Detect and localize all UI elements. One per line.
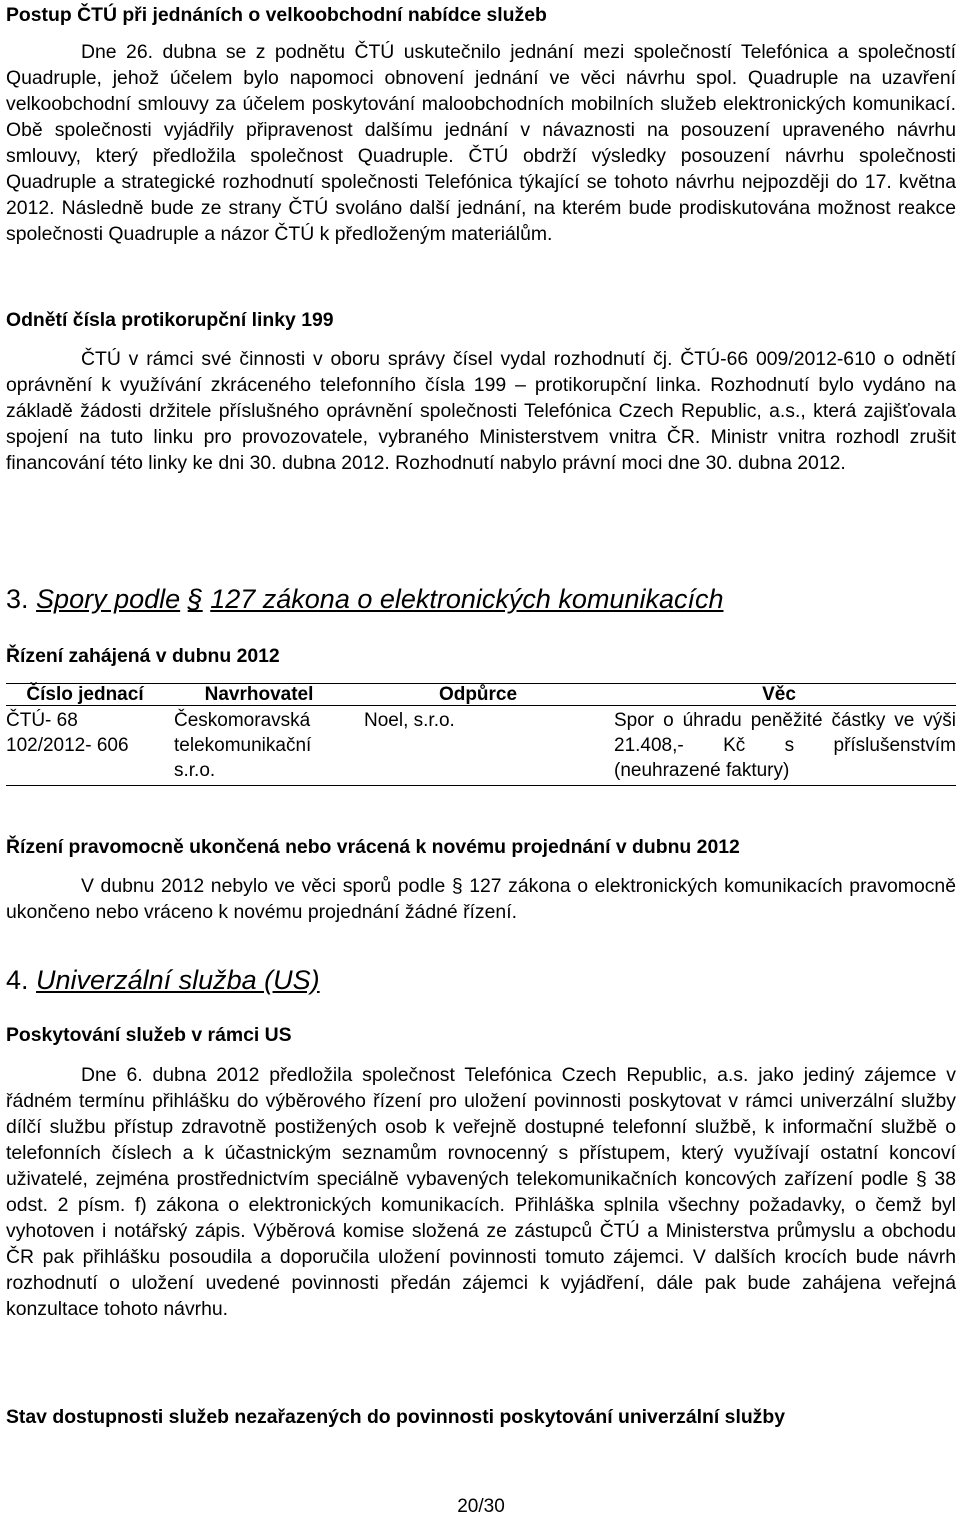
chapter-4-heading xyxy=(6,963,320,997)
paragraph-poskytovani-sluzeb: Dne 6. dubna 2012 předložila společnost Telefónica Czech Republic, a.s. jako jediný zájemce v řádném termínu přihlášku do výběrového řízení pro uložení povinnosti poskytovat v rámci univerzální služby dílčí službu přístup zdravotně postižených osob k veřejně dostupné telefonní službě, k informační službě o telefonních číslech a k účastnickým seznamům rovnocenný s přístupem, který využívají ostatní koncoví uživatelé, zejména prostřednictvím speciálně vybavených telekomunikačních koncových zařízení podle § 38 odst. 2 písm. f) zákona o elektronických komunikacích. Přihláška splnila všechny požadavky, o čemž byl vyhotoven i notářský zápis. Výběrová komise složená ze zástupců ČTÚ a Ministerstva průmyslu a obchodu ČR pak přihlášku posoudila a doporučila uložení povinnosti tomuto zájemci. V dalších krocích bude návrh rozhodnutí o uložení uvedené povinnosti předán zájemci k vyjádření, dále pak bude zahájena veřejná konzultace tohoto návrhu. xyxy=(6,1064,956,1320)
heading-linka-199: Odnětí čísla protikorupční linky 199 xyxy=(6,309,334,331)
chapter-3-heading xyxy=(6,582,724,616)
subheading-rizeni-zahajena: Řízení zahájená v dubnu 2012 xyxy=(6,645,280,667)
page-number: 20/30 xyxy=(457,1496,505,1517)
paragraph-linka-199: ČTÚ v rámci své činnosti v oboru správy čísel vydal rozhodnutí čj. ČTÚ-66 009/2012-610 o odnětí oprávnění k využívání zkráceného telefonního čísla 199 – protikorupční linka. Rozhodnutí bylo vydáno na základě žádosti držitele příslušného oprávnění společnosti Telefónica Czech Republic, a.s., která zajišťovala spojení na tuto linku pro provozovatele, vybraného Ministerstvem vnitra ČR. Ministr vnitra rozhodl zrušit financování této linky ke dni 30. dubna 2012. Rozhodnutí nabylo právní moci dne 30. dubna 2012. xyxy=(6,348,956,474)
cell-odpurce: Noel, s.r.o. xyxy=(354,706,602,786)
heading-quadruple: Postup ČTÚ při jednáních o velkoobchodní nabídce služeb xyxy=(6,4,547,26)
cell-cislo-jednaci: ČTÚ- 68 102/2012- 606 xyxy=(6,706,164,786)
subheading-poskytovani-sluzeb: Poskytování služeb v rámci US xyxy=(6,1024,292,1046)
chapter-3-title-pre: Spory podle xyxy=(36,584,181,614)
table-header-cislo: Číslo jednací xyxy=(6,684,164,706)
chapter-3-title-post: 127 zákona o elektronických komunikacích xyxy=(210,584,724,614)
subheading-rizeni-ukoncena: Řízení pravomocně ukončená nebo vrácená k novému projednání v dubnu 2012 xyxy=(6,836,740,858)
paragraph-quadruple: Dne 26. dubna se z podnětu ČTÚ uskutečnilo jednání mezi společností Telefónica a společností Quadruple, jehož účelem bylo napomoci obnovení jednání ve věci návrhu spol. Quadruple na uzavření velkoobchodní smlouvy za účelem poskytování maloobchodních mobilních služeb elektronických komunikací. Obě společnosti vyjádřily připravenost dalšímu jednání v návaznosti na posouzení upraveného návrhu smlouvy, který předložila společnost Quadruple. ČTÚ obdrží výsledky posouzení návrhu společnosti Quadruple a strategické rozhodnutí společnosti Telefónica týkající se tohoto návrhu nejpozději do 17. května 2012. Následně bude ze strany ČTÚ svoláno další jednání, na kterém bude prodiskutována možnost reakce společnosti Quadruple a názor ČTÚ k předloženým materiálům. xyxy=(6,41,956,245)
chapter-3-number: 3. xyxy=(6,584,29,614)
table-header-navrhovatel: Navrhovatel xyxy=(164,684,354,706)
chapter-4-title: Univerzální služba (US) xyxy=(36,965,320,995)
table-header-vec: Věc xyxy=(602,684,956,706)
paragraph-rizeni-ukoncena: V dubnu 2012 nebylo ve věci sporů podle § 127 zákona o elektronických komunikacích pravomocně ukončeno nebo vráceno k novému projednání žádné řízení. xyxy=(6,875,956,923)
table-header-row xyxy=(6,684,956,706)
chapter-4-number: 4. xyxy=(6,965,29,995)
cell-vec: Spor o úhradu peněžité částky ve výši 21.408,- Kč s příslušenstvím (neuhrazené faktury) xyxy=(602,706,956,786)
subheading-stav-dostupnosti: Stav dostupnosti služeb nezařazených do povinnosti poskytování univerzální služby xyxy=(6,1406,785,1428)
table-header-odpurce: Odpůrce xyxy=(354,684,602,706)
cell-navrhovatel: Českomoravská telekomunikační s.r.o. xyxy=(164,706,354,786)
chapter-3-section-sign: § xyxy=(187,584,203,614)
table-row xyxy=(6,706,956,786)
spory-table xyxy=(6,683,956,786)
